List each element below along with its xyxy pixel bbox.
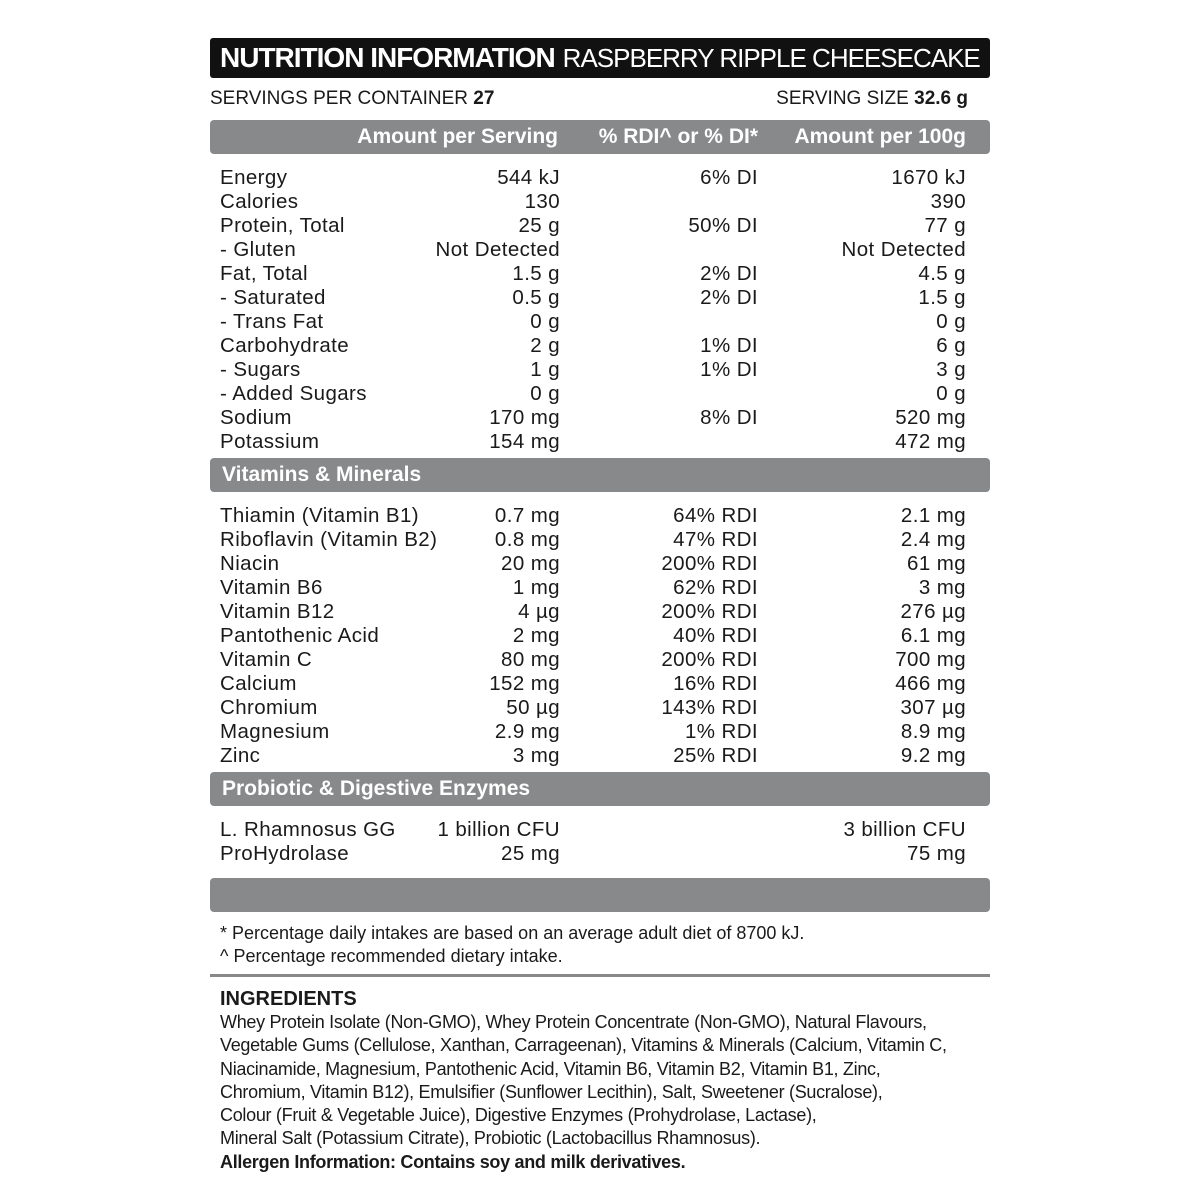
vitamin-row — [210, 744, 990, 768]
amount-per-100g: 6 g — [936, 334, 966, 357]
amount-per-serving: 0.5 g — [512, 286, 560, 309]
percent-rdi: 8% DI — [700, 406, 758, 429]
nutrient-name: Chromium — [220, 696, 318, 719]
amount-per-100g: 466 mg — [895, 672, 966, 695]
vitamin-row — [210, 576, 990, 600]
amount-per-serving: 1.5 g — [512, 262, 560, 285]
amount-per-100g: 2.4 mg — [900, 528, 966, 551]
nutrient-name: - Saturated — [220, 286, 326, 309]
nutrient-name: Magnesium — [220, 720, 330, 743]
nutrient-name: L. Rhamnosus GG — [220, 818, 396, 841]
nutrition-label — [210, 38, 990, 1174]
vitamin-row — [210, 552, 990, 576]
nutrient-row — [210, 358, 990, 382]
percent-rdi: 200% RDI — [661, 600, 758, 623]
percent-rdi: 6% DI — [700, 166, 758, 189]
nutrient-row — [210, 166, 990, 190]
vitamin-row — [210, 648, 990, 672]
footnote-di: * Percentage daily intakes are based on an average adult diet of 8700 kJ. — [220, 923, 805, 943]
amount-per-100g: 3 g — [936, 358, 966, 381]
amount-per-serving: 2.9 mg — [494, 720, 560, 743]
nutrient-name: - Sugars — [220, 358, 301, 381]
nutrient-name: Carbohydrate — [220, 334, 350, 357]
percent-rdi: 1% DI — [700, 334, 758, 357]
nutrient-row — [210, 262, 990, 286]
amount-per-100g: 9.2 mg — [900, 744, 966, 767]
percent-rdi: 64% RDI — [673, 504, 758, 527]
percent-rdi: 1% RDI — [684, 720, 758, 743]
percent-rdi: 200% RDI — [661, 552, 758, 575]
nutrient-row — [210, 406, 990, 430]
amount-per-serving: 25 g — [518, 214, 560, 237]
amount-per-100g: 3 mg — [918, 576, 966, 599]
nutrient-name: Vitamin C — [220, 648, 313, 671]
percent-rdi: 1% DI — [700, 358, 758, 381]
nutrient-name: Sodium — [220, 406, 292, 429]
amount-per-serving: Not Detected — [435, 238, 560, 261]
amount-per-serving: 544 kJ — [497, 166, 560, 189]
vitamin-row — [210, 696, 990, 720]
probiotic-section-bar — [210, 772, 990, 806]
percent-rdi: 25% RDI — [673, 744, 758, 767]
percent-rdi: 40% RDI — [673, 624, 758, 647]
amount-per-serving: 25 mg — [501, 842, 560, 865]
amount-per-100g: 472 mg — [895, 430, 966, 453]
amount-per-serving: 0 g — [530, 382, 560, 405]
probiotic-title: Probiotic & Digestive Enzymes — [222, 777, 531, 800]
vitamin-row — [210, 672, 990, 696]
nutrient-name: - Added Sugars — [220, 382, 367, 405]
footnote-rdi: ^ Percentage recommended dietary intake. — [220, 946, 563, 966]
vitamin-row — [210, 600, 990, 624]
nutrient-name: Calcium — [220, 672, 297, 695]
percent-rdi: 47% RDI — [673, 528, 758, 551]
percent-rdi: 2% DI — [700, 286, 758, 309]
amount-per-serving: 50 µg — [506, 696, 560, 719]
nutrient-row — [210, 334, 990, 358]
blank-bar — [210, 878, 990, 912]
amount-per-100g: 390 — [930, 190, 966, 213]
probiotic-row — [210, 818, 990, 842]
amount-per-serving: 20 mg — [501, 552, 560, 575]
amount-per-serving: 2 g — [530, 334, 560, 357]
nutrient-row — [210, 286, 990, 310]
percent-rdi: 62% RDI — [673, 576, 758, 599]
vitamin-rows — [210, 492, 990, 772]
nutrient-name: Fat, Total — [220, 262, 308, 285]
column-per-serving: Amount per Serving — [357, 125, 558, 148]
column-header-bar — [210, 120, 990, 154]
vitamins-title: Vitamins & Minerals — [222, 463, 422, 486]
title-main: NUTRITION INFORMATION — [220, 42, 555, 73]
ingredients-block — [210, 987, 990, 1174]
amount-per-100g: 4.5 g — [918, 262, 966, 285]
amount-per-serving: 2 mg — [512, 624, 560, 647]
amount-per-100g: 276 µg — [900, 600, 966, 623]
percent-rdi: 2% DI — [700, 262, 758, 285]
divider — [210, 974, 990, 977]
vitamin-row — [210, 528, 990, 552]
amount-per-100g: 307 µg — [900, 696, 966, 719]
amount-per-100g: 75 mg — [907, 842, 966, 865]
nutrient-name: Protein, Total — [220, 214, 345, 237]
nutrient-row — [210, 190, 990, 214]
percent-rdi: 200% RDI — [661, 648, 758, 671]
ingredients-line: Whey Protein Isolate (Non-GMO), Whey Protein Concentrate (Non-GMO), Natural Flavours, — [220, 1012, 927, 1032]
amount-per-serving: 80 mg — [501, 648, 560, 671]
amount-per-100g: 1.5 g — [918, 286, 966, 309]
amount-per-serving: 152 mg — [489, 672, 560, 695]
nutrient-row — [210, 238, 990, 262]
vitamins-section-bar — [210, 458, 990, 492]
vitamin-row — [210, 720, 990, 744]
amount-per-serving: 130 — [524, 190, 560, 213]
servings-per-container: SERVINGS PER CONTAINER 27 — [210, 88, 495, 109]
amount-per-100g: 0 g — [936, 310, 966, 333]
amount-per-serving: 170 mg — [489, 406, 560, 429]
column-per-100g: Amount per 100g — [794, 125, 966, 148]
amount-per-100g: 520 mg — [895, 406, 966, 429]
nutrient-rows — [210, 154, 990, 458]
amount-per-serving: 4 µg — [518, 600, 560, 623]
ingredients-line: Mineral Salt (Potassium Citrate), Probiotic (Lactobacillus Rhamnosus). — [220, 1128, 761, 1149]
vitamin-row — [210, 624, 990, 648]
nutrient-name: ProHydrolase — [220, 842, 349, 865]
nutrient-name: Potassium — [220, 430, 320, 453]
ingredients-title: INGREDIENTS — [220, 988, 357, 1010]
title-flavour: RASPBERRY RIPPLE CHEESECAKE — [562, 42, 980, 73]
amount-per-100g: 0 g — [936, 382, 966, 405]
amount-per-100g: 700 mg — [895, 648, 966, 671]
nutrient-name: - Gluten — [220, 238, 297, 261]
amount-per-100g: 6.1 mg — [900, 624, 966, 647]
amount-per-serving: 1 g — [530, 358, 560, 381]
percent-rdi: 50% DI — [688, 214, 758, 237]
nutrient-row — [210, 382, 990, 406]
nutrient-name: Vitamin B6 — [220, 576, 323, 599]
footnotes — [210, 922, 990, 968]
column-rdi: % RDI^ or % DI* — [598, 125, 758, 148]
nutrient-name: Thiamin (Vitamin B1) — [220, 504, 420, 527]
amount-per-serving: 0 g — [530, 310, 560, 333]
amount-per-serving: 3 mg — [512, 744, 560, 767]
servings-row — [210, 86, 990, 112]
amount-per-serving: 0.7 mg — [494, 504, 560, 527]
ingredients-text — [220, 1011, 990, 1151]
amount-per-100g: 1670 kJ — [891, 166, 966, 189]
nutrient-name: Pantothenic Acid — [220, 624, 380, 647]
amount-per-serving: 1 mg — [512, 576, 560, 599]
amount-per-serving: 154 mg — [489, 430, 560, 453]
nutrient-name: Calories — [220, 190, 299, 213]
ingredients-line: Colour (Fruit & Vegetable Juice), Digestive Enzymes (Prohydrolase, Lactase), — [220, 1105, 817, 1126]
serving-size: SERVING SIZE 32.6 g — [776, 88, 968, 109]
vitamin-row — [210, 504, 990, 528]
amount-per-100g: Not Detected — [841, 238, 966, 261]
probiotic-row — [210, 842, 990, 866]
nutrient-name: Vitamin B12 — [220, 600, 335, 623]
nutrient-row — [210, 214, 990, 238]
percent-rdi: 143% RDI — [661, 696, 758, 719]
ingredients-line: Niacinamide, Magnesium, Pantothenic Acid, Vitamin B6, Vitamin B2, Vitamin B1, Zinc, — [220, 1058, 881, 1079]
nutrient-name: Energy — [220, 166, 288, 189]
amount-per-serving: 0.8 mg — [494, 528, 560, 551]
ingredients-line: Chromium, Vitamin B12), Emulsifier (Sunflower Lecithin), Salt, Sweetener (Sucralose), — [220, 1081, 883, 1102]
nutrient-name: Zinc — [220, 744, 261, 767]
probiotic-rows — [210, 806, 990, 870]
nutrient-row — [210, 310, 990, 334]
ingredients-line: Vegetable Gums (Cellulose, Xanthan, Carrageenan), Vitamins & Minerals (Calcium, Vitamin C, — [220, 1035, 947, 1056]
amount-per-100g: 2.1 mg — [900, 504, 966, 527]
amount-per-100g: 61 mg — [907, 552, 966, 575]
percent-rdi: 16% RDI — [673, 672, 758, 695]
nutrient-name: Riboflavin (Vitamin B2) — [220, 528, 438, 551]
amount-per-serving: 1 billion CFU — [437, 818, 560, 841]
nutrient-row — [210, 430, 990, 454]
allergen-info: Allergen Information: Contains soy and milk derivatives. — [220, 1151, 686, 1172]
title-bar — [210, 38, 990, 78]
nutrient-name: - Trans Fat — [220, 310, 324, 333]
amount-per-100g: 3 billion CFU — [843, 818, 966, 841]
nutrient-name: Niacin — [220, 552, 280, 575]
amount-per-100g: 77 g — [924, 214, 966, 237]
amount-per-100g: 8.9 mg — [900, 720, 966, 743]
